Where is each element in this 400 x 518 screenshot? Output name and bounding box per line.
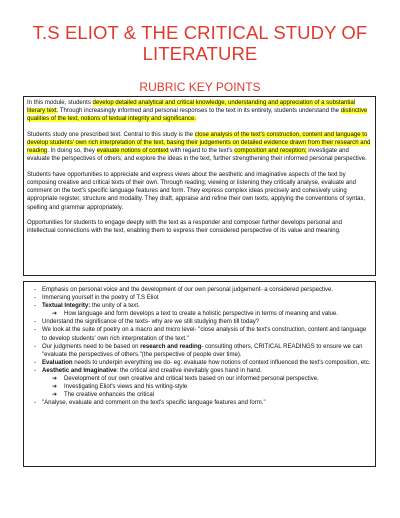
bullet-dash: - [34,400,37,407]
note-text: How language and form develops a text to create a holistic perspective in terms of meaning and value. [64,311,338,318]
note-bold: Evaluation [42,359,73,366]
bullet-dash: - [34,319,37,326]
note-text: : the critical and creative inevitably goes hand in hand. [116,367,262,374]
sub-note-item [28,383,371,391]
rubric-text: In this module, students [27,100,93,106]
rubric-text: . Through increasingly informed and personal responses to the text in its entirety, students understand the [56,108,341,115]
highlighted-text: distinctive qualities of the text, notions of textual integrity and significance. [27,108,368,123]
note-text: "Analyse, evaluate and comment on the text's specific language features and form." [42,400,266,407]
notes-box [23,281,376,467]
sub-note-item [28,375,371,383]
bullet-dash: - [34,295,37,302]
note-item [28,367,371,375]
page-title [0,22,400,64]
bullet-dash: - [34,359,37,366]
rubric-paragraph-4: Opportunities for students to engage deeply with the text as a responder and composer further develops personal and intellectual connections with the text, enabling them to express their considered perspective of its value and meaning. [27,220,342,235]
highlighted-text: composition and reception; [234,148,307,155]
bullet-dash: - [34,303,37,310]
bullet-dash: - [34,343,37,350]
note-item [28,318,371,326]
bullet-dash: - [34,367,37,374]
rubric-paragraph-3: Students have opportunities to appreciate and express views about the aesthetic and imaginative aspects of the text by composing creative and critical texts of their own. Through reading, viewing or listening they critically analyse, evaluate and comment on the text's specific language features and form. They express complex ideas precisely and cohesively using appropriate register, structure and modality. They draft, appraise and refine their own texts, applying the conventions of syntax, spelling and grammar appropriately. [27,171,366,211]
bullet-dash: - [34,287,37,293]
note-item [28,326,371,342]
title-line-1: T.S ELIOT & THE CRITICAL STUDY OF [32,22,368,43]
rubric-box [23,96,376,276]
note-text: Our judgments need to be based on [42,343,141,350]
note-item [28,294,371,302]
sub-note-item [28,391,371,399]
note-text: - consulting others, CRITICAL READINGS to ensure we can "evaluate the perspectives of others."(the perspective of people over time). [42,343,363,358]
title-line-2: LITERATURE [142,43,258,64]
rubric-paragraph-2 [27,131,372,164]
rubric-text: . In doing so, they [47,148,97,155]
note-text: the unity of a text. [90,303,140,310]
rubric-paragraph-1 [27,99,372,124]
arrow-icon: ➔ [52,392,58,399]
bullet-dash: - [34,327,37,334]
note-item [28,302,371,310]
note-text: needs to underpin everything we do- eg: evaluate how notions of context influenced the text's composition, etc. [72,359,371,366]
note-text: Emphasis on personal voice and the development of our own personal judgement- a considered perspective. [42,287,334,293]
note-bold: Aesthetic and Imaginative [42,367,117,374]
rubric-text: Students study one prescribed text. Central to this study is the [27,131,195,138]
page-subtitle: RUBRIC KEY POINTS [139,80,261,94]
arrow-icon: ➔ [52,384,58,391]
note-bold: Textual Integrity: [42,303,91,310]
rubric-text: with regard to the text's [168,148,235,155]
note-item [28,359,371,367]
note-text: Investigating Eliot's views and his writing-style [64,384,188,391]
arrow-icon: ➔ [52,311,58,318]
note-text: Understand the significance of the texts- why are we still studying them till today? [42,319,260,326]
highlighted-text: develop detailed analytical and critical knowledge, understanding and appreciation of a substantial literary text [27,100,356,115]
rubric-text: investigate and evaluate the perspectives of others; and explore the ideas in the text, further strengthening their informed personal perspective. [27,148,367,163]
note-item [28,343,371,359]
highlighted-text: evaluate notions of context [96,148,169,155]
note-text: Immersing yourself in the poetry of T.S Eliot [42,295,159,302]
arrow-icon: ➔ [52,376,58,383]
note-bold: research and reading [140,343,202,350]
note-item [28,399,371,407]
note-text: The creative enhances the critical [64,392,155,399]
note-item [28,286,371,294]
note-text: Development of our own creative and critical texts based on our informed personal perspective. [64,376,319,383]
highlighted-text: close analysis of the text's construction, content and language to develop students' own rich interpretation of the text, basing their judgements on detailed evidence drawn from their research and reading [27,131,371,155]
note-text: We look at the suite of poetry on a macro and micro level- "close analysis of the text's construction, content and language to develop students' own rich interpretation of the text." [42,327,367,342]
sub-note-item [28,310,371,318]
